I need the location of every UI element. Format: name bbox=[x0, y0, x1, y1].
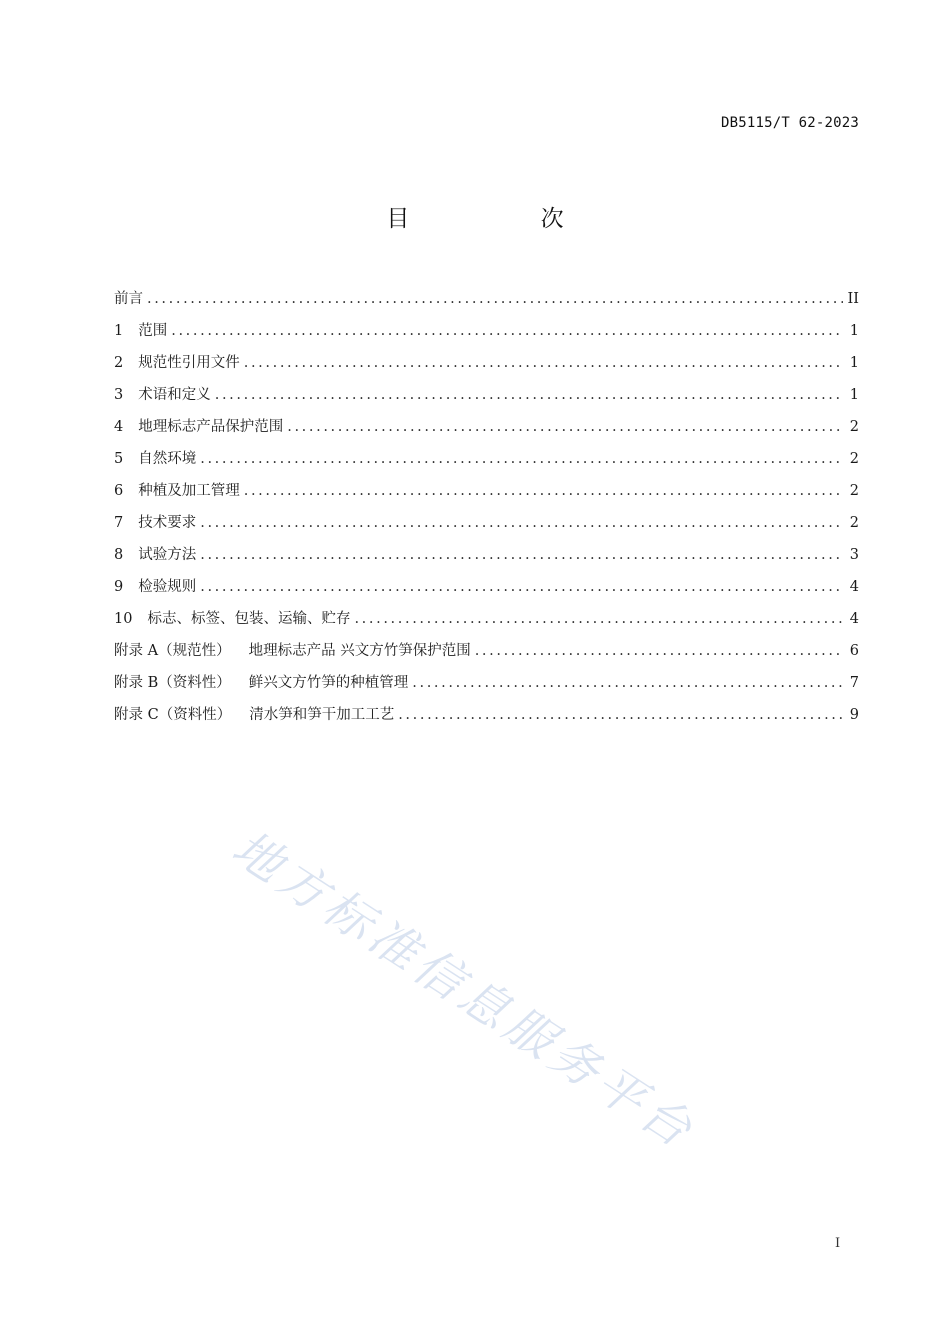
toc-entry-number: 1 bbox=[114, 323, 124, 339]
toc-leader-dots bbox=[244, 479, 843, 503]
toc-entry-number: 2 bbox=[114, 355, 124, 371]
toc-entry-8[interactable] bbox=[114, 543, 859, 575]
toc-leader-dots bbox=[354, 607, 843, 631]
toc-leader-dots bbox=[171, 319, 843, 343]
toc-entry-page: 2 bbox=[849, 515, 859, 531]
toc-entry-10[interactable] bbox=[114, 607, 859, 639]
toc-entry-label: 规范性引用文件 bbox=[138, 355, 240, 371]
toc-entry-page: 2 bbox=[849, 451, 859, 467]
toc-entry-number: 9 bbox=[114, 579, 124, 595]
toc-entry-page: 1 bbox=[849, 323, 859, 339]
toc-leader-dots bbox=[287, 415, 843, 439]
toc-entry-label: 地理标志产品保护范围 bbox=[138, 419, 284, 435]
toc-leader-dots bbox=[412, 671, 843, 695]
toc-entry-1[interactable] bbox=[114, 319, 859, 351]
toc-entry-label: 清水笋和笋干加工工艺 bbox=[249, 707, 395, 723]
toc-entry-page: 7 bbox=[849, 675, 859, 691]
document-code: DB5115/T 62-2023 bbox=[720, 115, 859, 131]
toc-entry-page: II bbox=[847, 291, 859, 307]
toc-entry-label: 标志、标签、包装、运输、贮存 bbox=[147, 611, 351, 627]
toc-entry-label: 技术要求 bbox=[138, 515, 197, 531]
toc-entry-label: 自然环境 bbox=[138, 451, 197, 467]
toc-entry-page: 1 bbox=[849, 355, 859, 371]
toc-entry-number: 6 bbox=[114, 483, 124, 499]
toc-entry-foreword[interactable] bbox=[114, 287, 859, 319]
toc-entry-label: 地理标志产品 兴文方竹笋保护范围 bbox=[248, 643, 471, 659]
toc-appendix-tag: 附录 A（规范性） bbox=[114, 643, 231, 659]
toc-entry-6[interactable] bbox=[114, 479, 859, 511]
toc-leader-dots bbox=[398, 703, 843, 727]
toc-entry-label: 种植及加工管理 bbox=[138, 483, 240, 499]
page-number: I bbox=[835, 1236, 841, 1251]
toc-entry-label: 检验规则 bbox=[138, 579, 197, 595]
toc-title: 目 次 bbox=[386, 206, 626, 232]
toc-entry-4[interactable] bbox=[114, 415, 859, 447]
toc-leader-dots bbox=[244, 351, 843, 375]
toc-entry-page: 3 bbox=[849, 547, 859, 563]
toc-appendix-tag: 附录 B（资料性） bbox=[114, 675, 231, 691]
toc-entry-label: 前言 bbox=[114, 291, 143, 307]
toc-entry-number: 8 bbox=[114, 547, 124, 563]
toc-entry-9[interactable] bbox=[114, 575, 859, 607]
toc-leader-dots bbox=[475, 639, 843, 663]
toc-entry-number: 3 bbox=[114, 387, 124, 403]
toc-entry-page: 2 bbox=[849, 419, 859, 435]
toc-leader-dots bbox=[147, 287, 843, 311]
toc-entry-appendix-c[interactable] bbox=[114, 703, 859, 735]
toc-appendix-tag: 附录 C（资料性） bbox=[114, 707, 232, 723]
toc-entry-number: 10 bbox=[114, 611, 133, 627]
toc-entry-3[interactable] bbox=[114, 383, 859, 415]
toc-entry-page: 1 bbox=[849, 387, 859, 403]
toc-entry-appendix-b[interactable] bbox=[114, 671, 859, 703]
toc-entry-page: 9 bbox=[849, 707, 859, 723]
toc-entry-number: 7 bbox=[114, 515, 124, 531]
toc-entry-number: 5 bbox=[114, 451, 124, 467]
toc-entry-page: 4 bbox=[849, 579, 859, 595]
toc-entry-label: 术语和定义 bbox=[138, 387, 211, 403]
toc-leader-dots bbox=[200, 511, 843, 535]
toc-entry-page: 4 bbox=[849, 611, 859, 627]
toc-entry-appendix-a[interactable] bbox=[114, 639, 859, 671]
table-of-contents bbox=[114, 287, 859, 735]
toc-entry-2[interactable] bbox=[114, 351, 859, 383]
toc-entry-page: 2 bbox=[849, 483, 859, 499]
toc-entry-number: 4 bbox=[114, 419, 124, 435]
toc-entry-5[interactable] bbox=[114, 447, 859, 479]
toc-entry-label: 范围 bbox=[138, 323, 168, 339]
toc-leader-dots bbox=[200, 543, 843, 567]
toc-leader-dots bbox=[200, 575, 843, 599]
toc-entry-label: 试验方法 bbox=[138, 547, 197, 563]
toc-entry-label: 鲜兴文方竹笋的种植管理 bbox=[248, 675, 409, 691]
toc-entry-page: 6 bbox=[849, 643, 859, 659]
toc-leader-dots bbox=[200, 447, 843, 471]
watermark-text: 地方标准信息服务平台 bbox=[222, 819, 706, 1161]
toc-entry-7[interactable] bbox=[114, 511, 859, 543]
toc-leader-dots bbox=[215, 383, 843, 407]
